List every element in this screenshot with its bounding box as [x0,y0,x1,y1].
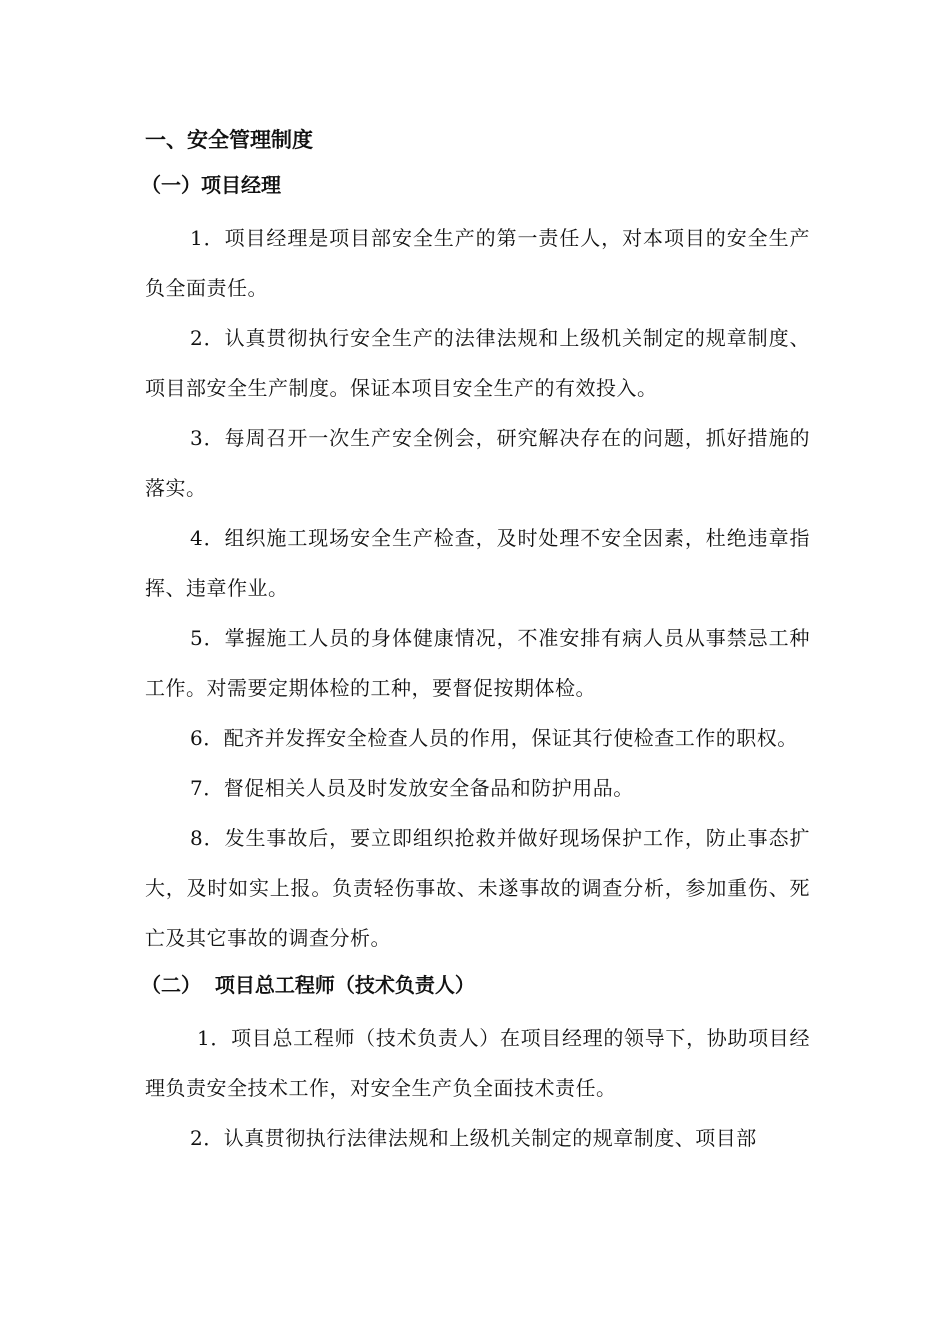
paragraph-item: 1．项目经理是项目部安全生产的第一责任人，对本项目的安全生产负全面责任。 [145,226,810,300]
subsection-title-project-manager: （一）项目经理 [141,173,281,197]
paragraph-item: 3．每周召开一次生产安全例会，研究解决存在的问题，抓好措施的落实。 [145,426,810,500]
paragraph-item: 4．组织施工现场安全生产检查，及时处理不安全因素，杜绝违章指挥、违章作业。 [145,526,810,600]
paragraph-item: 2．认真贯彻执行安全生产的法律法规和上级机关制定的规章制度、项目部安全生产制度。保证本项目安全生产的有效投入。 [145,326,810,400]
paragraph-item: 1．项目总工程师（技术负责人）在项目经理的领导下，协助项目经理负责安全技术工作，对安全生产负全面技术责任。 [145,1026,810,1100]
document-body [141,118,810,1163]
subsection-title-chief-engineer: （二） 项目总工程师（技术负责人） [141,973,475,997]
paragraph-item: 6．配齐并发挥安全检查人员的作用，保证其行使检查工作的职权。 [190,726,798,750]
paragraph-item: 2．认真贯彻执行法律法规和上级机关制定的规章制度、项目部 [190,1126,757,1150]
paragraph-item: 5．掌握施工人员的身体健康情况，不准安排有病人员从事禁忌工种工作。对需要定期体检的工种，要督促按期体检。 [145,626,810,700]
section-title: 一、安全管理制度 [145,128,313,152]
paragraph-item: 8．发生事故后，要立即组织抢救并做好现场保护工作，防止事态扩大，及时如实上报。负责轻伤事故、未遂事故的调查分析，参加重伤、死亡及其它事故的调查分析。 [145,826,810,950]
paragraph-item: 7．督促相关人员及时发放安全备品和防护用品。 [190,776,634,800]
